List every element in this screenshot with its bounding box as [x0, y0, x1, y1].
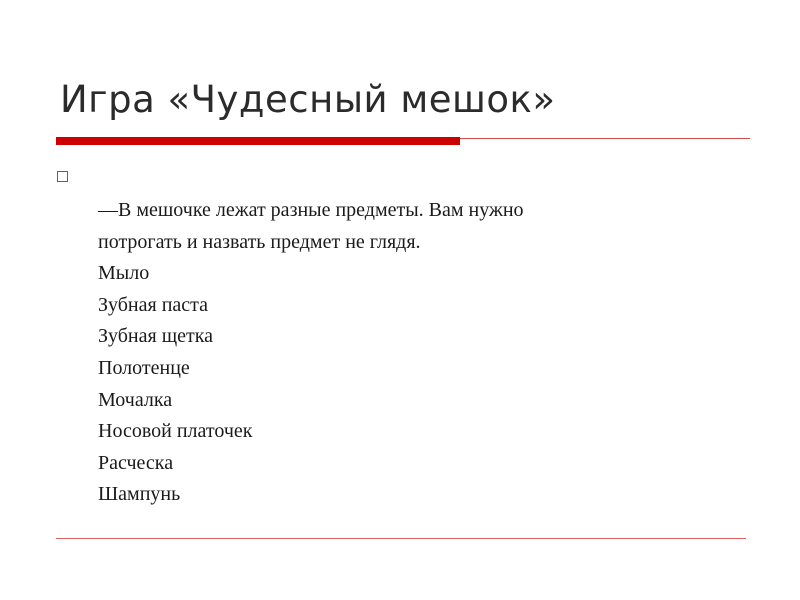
list-item-washcloth: Мочалка	[98, 388, 173, 411]
list-item-comb: Расческа	[98, 451, 174, 474]
list-item-handkerchief: Носовой платочек	[98, 420, 253, 443]
slide-body-text	[98, 195, 738, 511]
list-item-soap: Мыло	[98, 262, 150, 285]
list-item-towel: Полотенце	[98, 356, 190, 379]
list-item-toothpaste: Зубная паста	[98, 293, 209, 316]
hollow-square-bullet-icon	[57, 171, 68, 182]
footer-divider	[56, 538, 746, 539]
list-item-shampoo: Шампунь	[98, 483, 181, 506]
title-underline-accent	[56, 137, 460, 145]
body-line: потрогать и назвать предмет не глядя.	[98, 230, 421, 253]
list-item-toothbrush: Зубная щетка	[98, 325, 214, 348]
body-line: —В мешочке лежат разные предметы. Вам нужно	[98, 199, 524, 221]
slide-title: Игра «Чудесный мешок»	[60, 78, 556, 121]
